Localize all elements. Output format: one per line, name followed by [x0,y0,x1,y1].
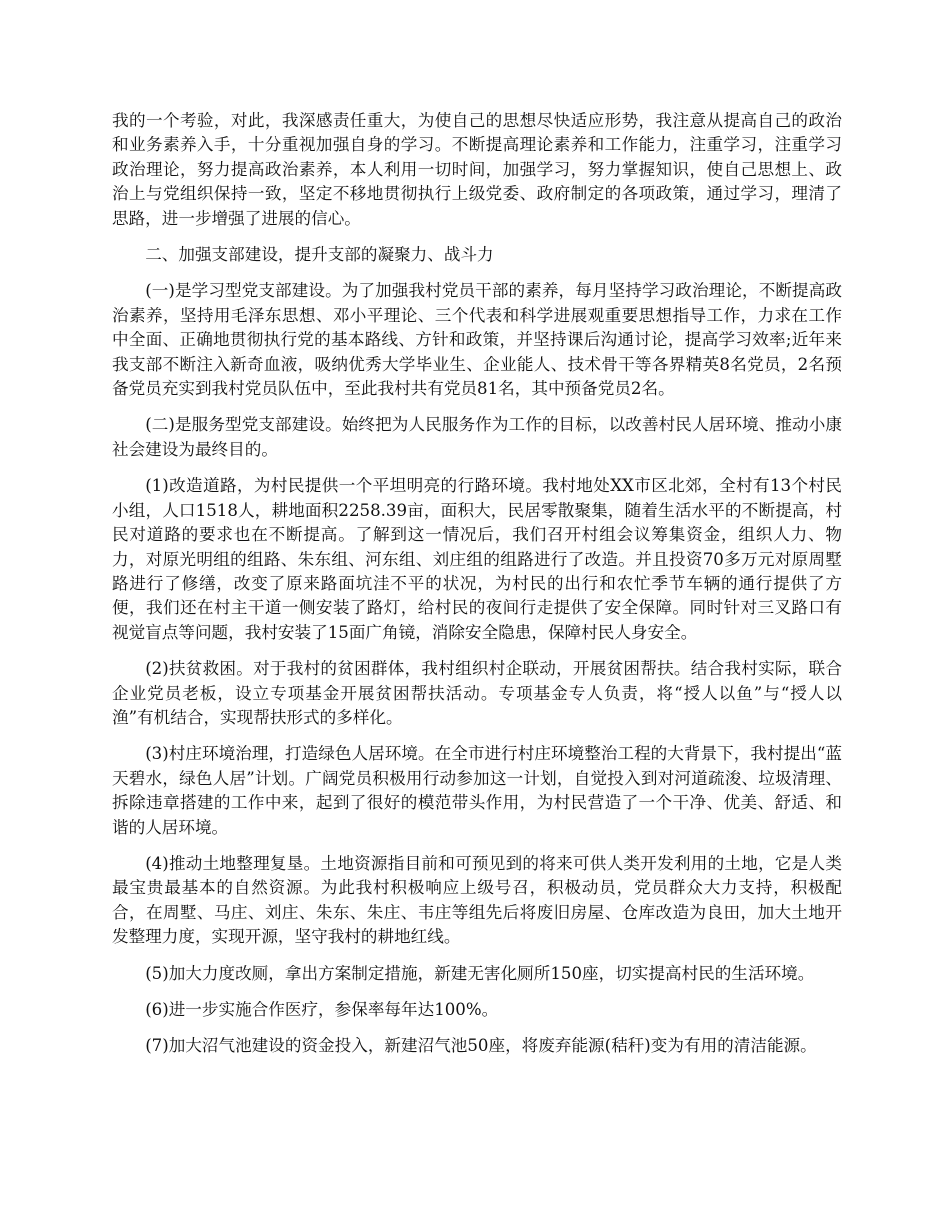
paragraph-service-branch: (二)是服务型党支部建设。始终把为人民服务作为工作的目标，以改善村民人居环境、推动小康社会建设为最终目的。 [112,415,842,459]
section-heading-branch-building: 二、加强支部建设，提升支部的凝聚力、战斗力 [145,245,494,265]
paragraph-biogas: (7)加大沼气池建设的资金投入，新建沼气池50座，将废弃能源(秸秆)变为有用的清洁能源。 [145,1036,817,1056]
document-body [112,109,842,1071]
paragraph-medical-insurance: (6)进一步实施合作医疗，参保率每年达100%。 [145,1000,499,1019]
paragraph-road-improvement: (1)改造道路，为村民提供一个平坦明亮的行路环境。我村地处XX市区北郊，全村有13个村民小组，人口1518人，耕地面积2258.39亩，面积大，民居零散聚集，随着生活水平的不断提高，村民对道路的要求也在不断提高。了解到这一情况后，我们召开村组会议筹集资金，组织人力、物力，对原光明组的组路、朱东组、河东组、刘庄组的组路进行了改造。并且投资70多万元对原周墅路进行了修缮，改变了原来路面坑洼不平的状况，为村民的出行和农忙季节车辆的通行提供了方便，我们还在村主干道一侧安装了路灯，给村民的夜间行走提供了安全保障。同时针对三叉路口有视觉盲点等问题，我村安装了15面广角镜，消除安全隐患，保障村民人身安全。 [112,476,842,642]
paragraph-learning-branch: (一)是学习型党支部建设。为了加强我村党员干部的素养，每月坚持学习政治理论，不断提高政治素养，坚持用毛泽东思想、邓小平理论、三个代表和科学进展观重要思想指导工作，力求在工作中全面、正确地贯彻执行党的基本路线、方针和政策，并坚持课后沟通讨论，提高学习效率;近年来我支部不断注入新奇血液，吸纳优秀大学毕业生、企业能人、技术骨干等各界精英8名党员，2名预备党员充实到我村党员队伍中，至此我村共有党员81名，其中预备党员2名。 [112,281,842,399]
paragraph-study-intro: 我的一个考验，对此，我深感责任重大，为使自己的思想尽快适应形势，我注意从提高自己的政治和业务素养入手，十分重视加强自身的学习。不断提高理论素养和工作能力，注重学习，注重学习政治理论，努力提高政治素养，本人利用一切时间，加强学习，努力掌握知识，使自己思想上、政治上与党组织保持一致，坚定不移地贯彻执行上级党委、政府制定的各项政策，通过学习，理清了思路，进一步增强了进展的信心。 [112,111,842,228]
paragraph-land-reclamation: (4)推动土地整理复垦。土地资源指目前和可预见到的将来可供人类开发利用的土地，它是人类最宝贵最基本的自然资源。为此我村积极响应上级号召，积极动员，党员群众大力支持，积极配合，在周墅、马庄、刘庄、朱东、朱庄、韦庄等组先后将废旧房屋、仓库改造为良田，加大土地开发整理力度，实现开源，坚守我村的耕地红线。 [112,853,842,947]
paragraph-poverty-relief: (2)扶贫救困。对于我村的贫困群体，我村组织村企联动，开展贫困帮扶。结合我村实际，联合企业党员老板，设立专项基金开展贫困帮扶活动。专项基金专人负责，将“授人以鱼”与“授人以渔”有机结合，实现帮扶形式的多样化。 [112,659,842,727]
paragraph-environment: (3)村庄环境治理，打造绿色人居环境。在全市进行村庄环境整治工程的大背景下，我村提出“蓝天碧水，绿色人居”计划。广阔党员积极用行动参加这一计划，自觉投入到对河道疏浚、垃圾清理、拆除违章搭建的工作中来，起到了很好的模范带头作用，为村民营造了一个干净、优美、舒适、和谐的人居环境。 [112,744,842,837]
paragraph-toilet-reform: (5)加大力度改厕，拿出方案制定措施，新建无害化厕所150座，切实提高村民的生活环境。 [145,963,815,983]
